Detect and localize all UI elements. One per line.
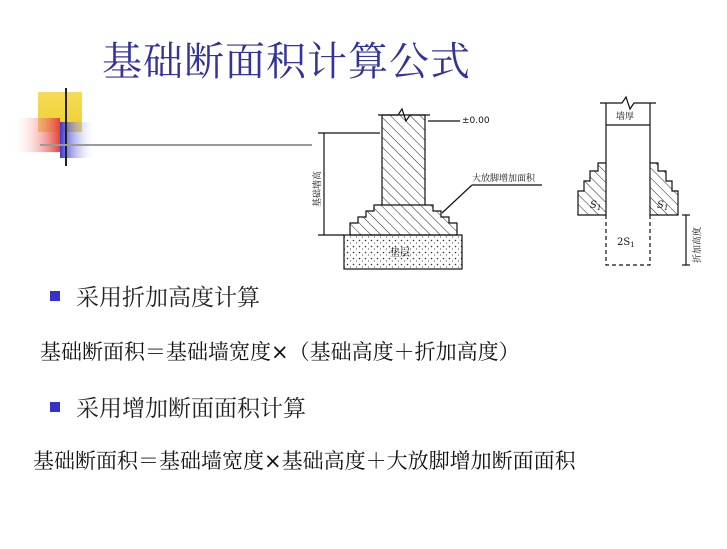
footing-area-label: 大放脚增加面积: [472, 174, 536, 184]
bullet-item-2: [50, 390, 306, 423]
folded-height-label: 折加高度: [693, 226, 703, 263]
bullet-marker: [50, 402, 60, 412]
deco-red-bar: [12, 118, 60, 152]
left-section: [318, 109, 542, 269]
two-s1-label: $2S_1$: [617, 237, 635, 249]
formula-2: 基础断面积＝基础墙宽度×基础高度＋大放脚增加断面面积: [33, 449, 576, 473]
wall-height-label: 基础墙高: [313, 170, 323, 207]
cushion-label: 垫层: [390, 248, 410, 259]
wall-thickness-label: 墙厚: [616, 112, 635, 122]
right-section: [578, 97, 690, 265]
foundation-section-diagram: [310, 95, 705, 275]
bullet-text-1: 采用折加高度计算: [76, 285, 260, 311]
formula-1: 基础断面积＝基础墙宽度×（基础高度＋折加高度）: [40, 340, 520, 364]
bullet-item-1: [50, 279, 260, 312]
s1-left-label: $S_1$: [590, 200, 602, 212]
page-title: 基础断面积计算公式: [102, 39, 471, 85]
bullet-marker: [50, 291, 60, 301]
bullet-text-2: 采用增加断面面积计算: [76, 396, 306, 422]
s1-right-label: $S_1$: [657, 200, 669, 212]
elevation-label: ±0.00: [462, 116, 490, 126]
